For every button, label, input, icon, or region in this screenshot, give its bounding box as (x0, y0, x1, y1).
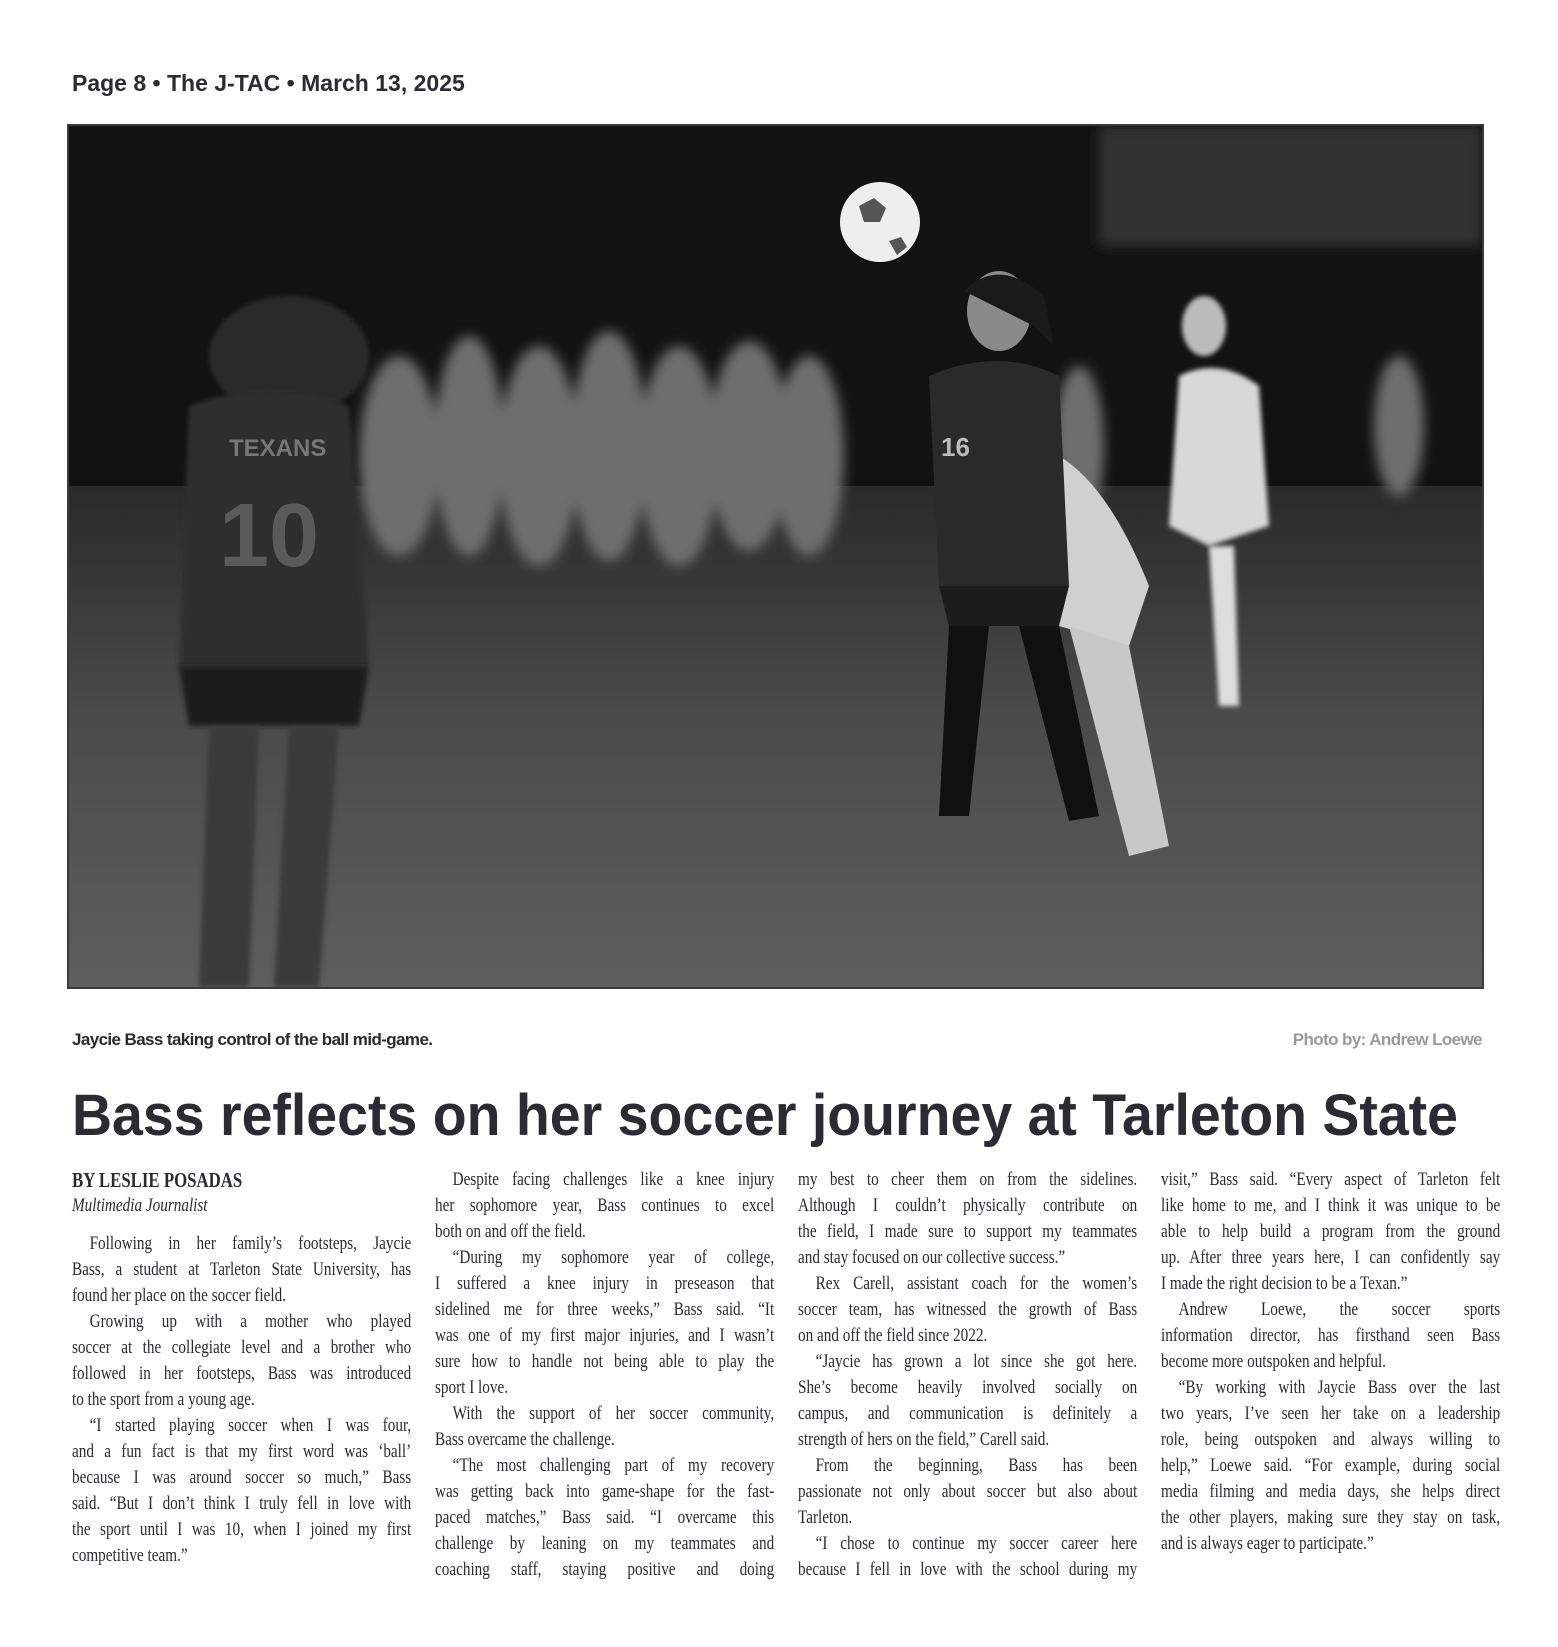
jersey-name: TEXANS (229, 435, 327, 462)
paragraph-line: help,” Loewe said. “For example, during social (1161, 1455, 1501, 1476)
paragraph-line: the sport until I was 10, when I joined my first (72, 1519, 412, 1540)
paragraph-line: role, being outspoken and always willing to (1161, 1429, 1501, 1450)
paragraph-line: She’s become heavily involved socially on (798, 1377, 1138, 1398)
paragraph-line: I suffered a knee injury in preseason that (435, 1273, 775, 1294)
paragraph-line: Bass overcame the challenge. (435, 1429, 615, 1450)
paragraph-line: the field, I made sure to support my teammates (798, 1221, 1138, 1242)
paragraph-line: coaching staff, staying positive and doing (435, 1559, 775, 1580)
paragraph-line: said. “But I don’t think I truly fell in love with (72, 1493, 412, 1514)
paragraph-line: paced matches,” Bass said. “I overcame this (435, 1507, 775, 1528)
soccer-ball (840, 182, 920, 262)
paragraph-line: Tarleton. (798, 1507, 853, 1528)
paragraph-line: two years, I’ve seen her take on a leadership (1161, 1403, 1501, 1424)
photo-caption: Jaycie Bass taking control of the ball mid-game. (72, 1030, 433, 1049)
paragraph-line: her sophomore year, Bass continues to excel (435, 1195, 775, 1216)
paragraph-line: “By working with Jaycie Bass over the last (1178, 1377, 1501, 1398)
soccer-match-image (69, 126, 1482, 987)
paragraph-line: on and off the field since 2022. (798, 1325, 988, 1346)
paragraph-line: Bass, a student at Tarleton State University, has (72, 1259, 412, 1280)
article-column-1 (72, 1167, 411, 1607)
paragraph-line: campus, and communication is definitely a (798, 1403, 1138, 1424)
paragraph-line: “I started playing soccer when I was four, (89, 1415, 412, 1436)
byline: BY LESLIE POSADAS (72, 1168, 243, 1192)
paragraph-line: visit,” Bass said. “Every aspect of Tarleton felt (1161, 1169, 1501, 1190)
paragraph-line: followed in her footsteps, Bass was introduced (72, 1363, 412, 1384)
paragraph-line: Following in her family’s footsteps, Jaycie (89, 1233, 412, 1254)
paragraph-line: was getting back into game-shape for the fast- (435, 1481, 775, 1502)
paragraph-line: competitive team.” (72, 1545, 188, 1566)
paragraph-line: found her place on the soccer field. (72, 1285, 286, 1306)
paragraph-line: soccer team, has witnessed the growth of Bass (798, 1299, 1138, 1320)
paragraph-line: sure how to handle not being able to play the (435, 1351, 775, 1372)
paragraph-line: both on and off the field. (435, 1221, 586, 1242)
paragraph-line: the other players, making sure they stay on task, (1161, 1507, 1501, 1528)
paragraph-line: “During my sophomore year of college, (452, 1247, 775, 1268)
paragraph-line: Despite facing challenges like a knee injury (452, 1169, 775, 1190)
paragraph-line: I made the right decision to be a Texan.” (1161, 1273, 1408, 1294)
paragraph-line: able to help build a program from the ground (1161, 1221, 1501, 1242)
paragraph-line: “Jaycie has grown a lot since she got here. (815, 1351, 1138, 1372)
photo-credit: Photo by: Andrew Loewe (1292, 1030, 1482, 1049)
paragraph-line: up. After three years here, I can confidently say (1161, 1247, 1501, 1268)
paragraph-line: sport I love. (435, 1377, 509, 1398)
paragraph-line: and stay focused on our collective success.” (798, 1247, 1066, 1268)
paragraph-line: become more outspoken and helpful. (1161, 1351, 1386, 1372)
headline: Bass reflects on her soccer journey at Tarleton State (72, 1083, 1458, 1148)
paragraph-line: because I fell in love with the school during my (798, 1559, 1138, 1580)
article-column-2 (435, 1167, 774, 1607)
paragraph-line: was one of my first major injuries, and I wasn’t (435, 1325, 775, 1346)
paragraph-line: Andrew Loewe, the soccer sports (1178, 1299, 1501, 1320)
paragraph-line: Although I couldn’t physically contribute on (798, 1195, 1138, 1216)
paragraph-line: soccer at the collegiate level and a brother who (72, 1337, 412, 1358)
paragraph-line: to the sport from a young age. (72, 1389, 255, 1410)
paragraph-line: my best to cheer them on from the sidelines. (798, 1169, 1138, 1190)
article-column-3 (798, 1167, 1137, 1607)
paragraph-line: media filming and media days, she helps direct (1161, 1481, 1501, 1502)
paragraph-line: because I was around soccer so much,” Bass (72, 1467, 412, 1488)
paragraph-line: challenge by leaning on my teammates and (435, 1533, 775, 1554)
paragraph-line: strength of hers on the field,” Carell said. (798, 1429, 1050, 1450)
paragraph-line: and a fun fact is that my first word was ‘ball’ (72, 1441, 412, 1462)
page-folio: Page 8 • The J-TAC • March 13, 2025 (72, 70, 465, 96)
paragraph-line: Rex Carell, assistant coach for the women’s (815, 1273, 1138, 1294)
jersey-number-right: 16 (941, 432, 970, 462)
paragraph-line: With the support of her soccer community, (452, 1403, 775, 1424)
paragraph-line: sidelined me for three weeks,” Bass said. “It (435, 1299, 775, 1320)
paragraph-line: “The most challenging part of my recovery (452, 1455, 775, 1476)
paragraph-line: “I chose to continue my soccer career here (815, 1533, 1138, 1554)
paragraph-line: information director, has firsthand seen Bass (1161, 1325, 1501, 1346)
author-role: Multimedia Journalist (72, 1195, 208, 1216)
paragraph-line: From the beginning, Bass has been (815, 1455, 1138, 1476)
article-photo (67, 124, 1484, 989)
article-column-4 (1161, 1167, 1500, 1607)
paragraph-line: Growing up with a mother who played (89, 1311, 412, 1332)
jersey-number-left: 10 (219, 486, 320, 586)
paragraph-line: and is always eager to participate.” (1161, 1533, 1374, 1554)
paragraph-line: passionate not only about soccer but also about (798, 1481, 1138, 1502)
paragraph-line: like home to me, and I think it was unique to be (1161, 1195, 1501, 1216)
